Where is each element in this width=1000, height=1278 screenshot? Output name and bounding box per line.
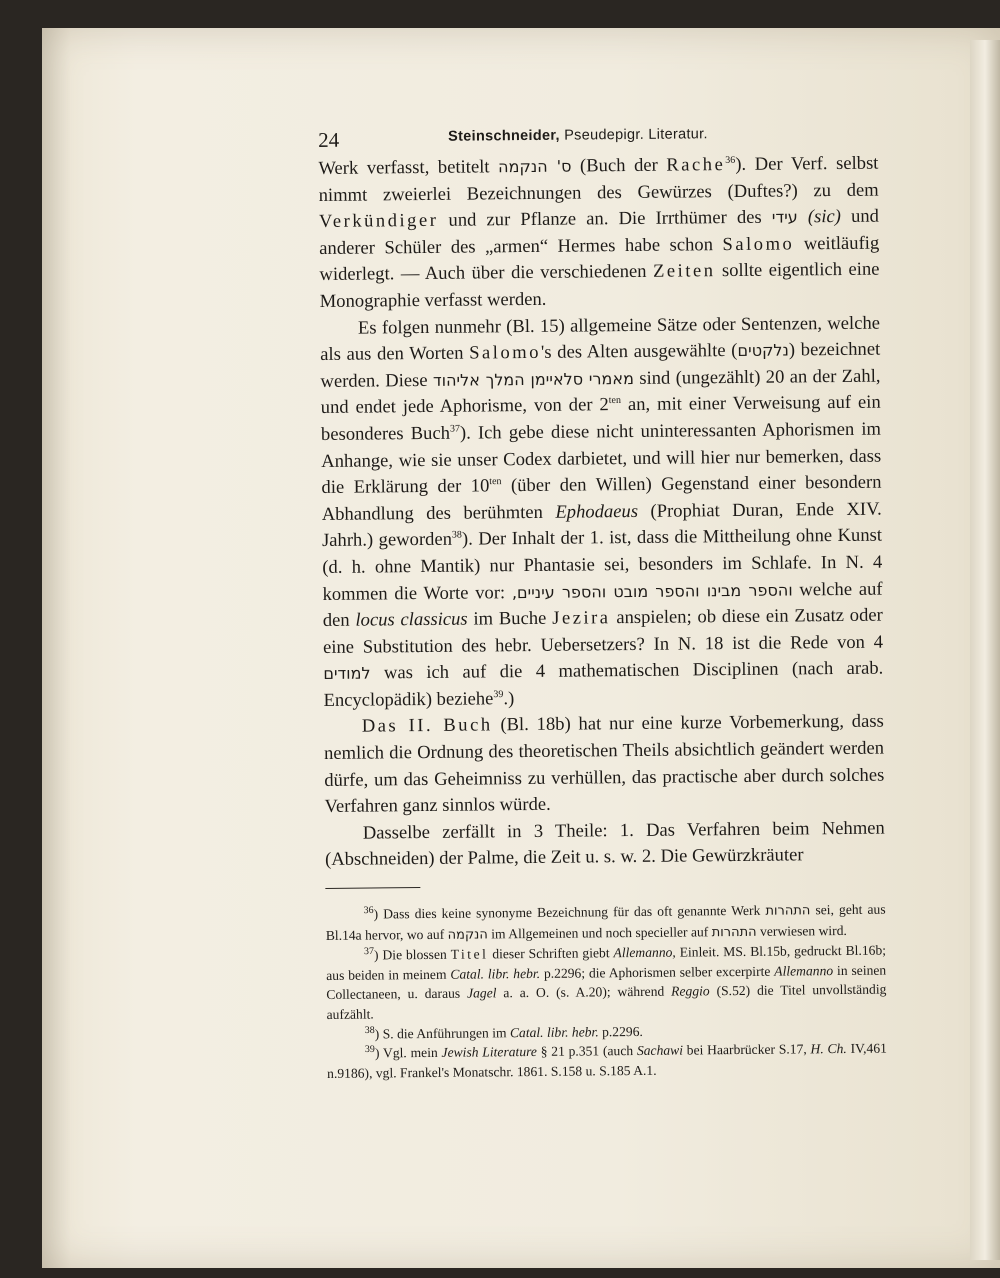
paragraph-4: [325, 815, 885, 874]
paragraph-1: [318, 151, 880, 316]
text-run: ) S. die Anführungen im: [374, 1024, 510, 1042]
hebrew-text: עידי: [771, 207, 798, 227]
spaced-text: Salomo: [469, 342, 542, 364]
text-run: ). Der Inhalt der 1. ist, dass die Mittheilung ohne Kunst (d. h. ohne Mantik) nur Phantasie sei, besonders im Schlafe. In N. 4 kommen die Worte vor:: [322, 524, 883, 605]
running-author: Steinschneider,: [448, 127, 560, 145]
spaced-text: Zeiten: [652, 260, 716, 283]
superscript: ten: [608, 395, 621, 407]
italic-text: Jewish Literature: [441, 1044, 537, 1061]
text-run: 's des Alten ausgewählte (: [540, 340, 738, 364]
text-run: und anderer Schüler des „armen“ Hermes habe schon: [319, 205, 880, 259]
hebrew-text: התהרות: [711, 924, 757, 940]
footnote-rule: [325, 887, 420, 889]
italic-text: H. Ch.: [810, 1041, 847, 1057]
text-run: in seinen Collectaneen, u. daraus: [326, 962, 887, 1003]
text-run: anspielen; ob diese ein Zusatz oder eine Substitution des hebr. Uebersetzers? In N. 18 ist die Rede von 4: [322, 604, 884, 658]
hebrew-text: למודים: [323, 663, 371, 684]
text-run: a. a. O. (s. A.20); während: [496, 984, 672, 1001]
page-number: 24: [318, 127, 340, 152]
spaced-text: Salomo: [722, 233, 795, 255]
italic-text: Sachawi: [636, 1042, 684, 1059]
text-run: bei Haarbrücker S.17,: [682, 1041, 811, 1058]
text-run: im Buche: [467, 607, 553, 630]
text-run: im Allgemeinen und noch specieller auf: [487, 923, 712, 942]
text-run: .): [503, 688, 515, 710]
footnote-number: 39: [364, 1044, 375, 1056]
text-run: welche auf den: [322, 578, 883, 632]
italic-text: locus classicus: [355, 608, 468, 631]
hebrew-text: התהרות: [765, 903, 811, 919]
text-run: was ich auf die 4 mathematischen Disciplinen (nach arab. Encyclopädik) beziehe: [323, 657, 884, 711]
hebrew-text: נלקטים: [737, 340, 789, 361]
footnote-number: 38: [364, 1024, 375, 1036]
spaced-text: Verkündiger: [318, 210, 439, 233]
footnote-ref: 36: [725, 154, 736, 166]
text-run: ) Dass dies keine synonyme Bezeichnung für das oft genannte Werk: [373, 902, 766, 922]
paragraph-3: [324, 709, 885, 821]
footnote-ref: 38: [451, 529, 462, 541]
text-run: p.2296; die Aphorismen selber excerpirte: [539, 963, 775, 981]
italic-text: (sic): [797, 206, 842, 228]
text-run: sei, geht aus Bl.14a hervor, wo auf: [325, 901, 886, 943]
footnote-37: [326, 941, 887, 1025]
text-run: Werk verfasst, betitelt: [318, 156, 499, 179]
text-run: § 21 p.351 (auch: [536, 1043, 637, 1060]
footnote-36: [326, 900, 886, 947]
hebrew-text: מאמרי סלאיימן המלך אליהוד: [432, 368, 635, 390]
spaced-text: Das II. Buch: [361, 714, 493, 738]
text-run: verwiesen wird.: [756, 922, 847, 939]
text-run: ). Der Verf. selbst nimmt zweierlei Bezeichnungen des Gewürzes (Duftes?) zu dem: [318, 152, 879, 206]
spaced-text: Titel: [450, 946, 489, 962]
text-run: (Prophiat Duran, Ende XIV. Jahrh.) geworden: [321, 498, 882, 552]
footnote-ref: 39: [493, 688, 504, 701]
italic-text: Ephodaeus: [555, 500, 639, 523]
text-run: (Bl. 18b) hat nur eine kurze Vorbemerkung, dass nemlich die Ordnung des theoretischen Theils absichtlich geändert werden dürfe, um das Geheimniss zu verhüllen, das practische aber durch solches Verfahren ganz sinnlos würde.: [323, 711, 885, 818]
hebrew-text: הנקמה: [447, 927, 488, 943]
text-run: ) Die blossen: [373, 946, 451, 963]
hebrew-text: והספר מבינו והספר מובט והספר עיניים,: [511, 579, 793, 602]
text-run: Es folgen nunmehr (Bl. 15) allgemeine Sätze oder Sentenzen, welche als aus den Worten: [320, 312, 881, 366]
footnotes: [326, 900, 888, 1084]
running-title: [448, 126, 708, 144]
spaced-text: Rache: [666, 154, 726, 176]
text-run: ) bezeichnet werden. Diese: [320, 338, 881, 392]
text-run: weitläufig widerlegt. — Auch über die verschiedenen: [319, 232, 880, 286]
spaced-text: Jezira: [552, 607, 611, 629]
page-content: [318, 117, 887, 1084]
footnote-ref: 37: [449, 423, 460, 435]
italic-text: Reggio: [671, 983, 710, 1000]
italic-text: Jagel: [466, 985, 497, 1002]
italic-text: Catal. libr. hebr.: [509, 1023, 599, 1040]
text-run: dieser Schriften giebt: [488, 945, 614, 962]
italic-text: Allemanno,: [613, 944, 676, 961]
text-run: (S.52) die Titel unvollständig aufzählt.: [326, 981, 887, 1022]
text-run: Dasselbe zerfällt in 3 Theile: 1. Das Verfahren beim Nehmen (Abschneiden) der Palme, die Zeit u. s. w. 2. Die Gewürzkräuter: [324, 817, 885, 871]
text-run: IV,461 n.9186), vgl. Frankel's Monatschr. 1861. S.158 u. S.185 A.1.: [327, 1040, 887, 1081]
text-run: ). Ich gebe diese nicht uninteressanten Aphorismen im Anhange, wie sie unser Codex darbietet, und will hier nur bemerken, dass die Erklärung der 10: [321, 418, 882, 499]
text-run: ) Vgl. mein: [374, 1045, 442, 1061]
text-run: Einleit. MS. Bl.15b, gedruckt Bl.16b; aus beiden in meinem: [326, 942, 887, 983]
footnote-number: 37: [363, 946, 375, 958]
footnote-number: 36: [363, 905, 374, 917]
hebrew-text: ס' הנקמה: [498, 156, 572, 177]
running-header: [318, 117, 878, 156]
italic-text: Catal. libr. hebr.: [450, 965, 541, 982]
superscript: ten: [489, 476, 502, 488]
paragraph-2: [320, 310, 884, 714]
footnote-39: [327, 1039, 887, 1084]
running-title-rest: Pseudepigr. Literatur.: [559, 126, 708, 144]
text-run: (über den Willen) Gegenstand einer besondern Abhandlung des berühmten: [321, 471, 882, 525]
text-run: sind (ungezählt) 20 an der Zahl, und endet jede Aphorisme, von der 2: [320, 365, 881, 419]
facing-page-edge: [970, 40, 1000, 1260]
italic-text: Allemanno: [774, 962, 834, 979]
text-run: sollte eigentlich eine Monographie verfasst werden.: [319, 258, 880, 312]
text-run: p.2296.: [598, 1023, 643, 1039]
text-run: (Buch der: [571, 154, 667, 177]
text-run: an, mit einer Verweisung auf ein besonderes Buch: [320, 391, 881, 445]
main-text: [318, 151, 885, 874]
text-run: und zur Pflanze an. Die Irrthümer des: [438, 206, 772, 232]
